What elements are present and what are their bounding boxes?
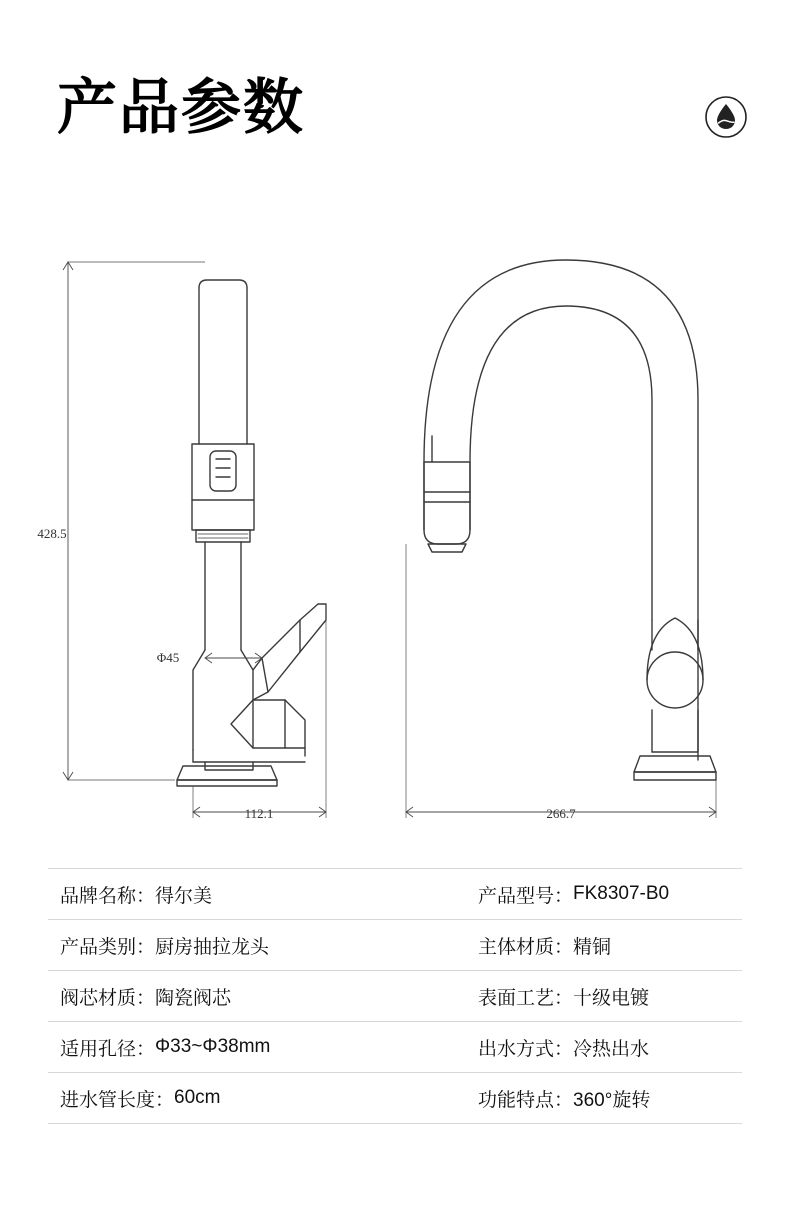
spec-cell-cartridge-material (48, 983, 468, 1010)
spec-value: 厨房抽拉龙头 (155, 936, 270, 958)
spec-label: 主体材质： (478, 936, 574, 958)
spec-value: 精铜 (573, 936, 612, 958)
table-row (48, 971, 742, 1022)
spec-label: 出水方式： (478, 1038, 574, 1060)
spec-cell-brand (48, 881, 468, 908)
technical-drawing (0, 200, 790, 860)
table-row (48, 920, 742, 971)
spec-cell-hose-length (48, 1085, 468, 1112)
spec-value: Φ33~Φ38mm (155, 1036, 271, 1057)
spec-value: 陶瓷阀芯 (155, 987, 232, 1009)
spec-label: 表面工艺： (478, 987, 574, 1009)
page-header (0, 0, 790, 200)
table-row (48, 1022, 742, 1073)
spec-value: FK8307-B0 (573, 883, 670, 904)
spec-label: 进水管长度： (60, 1089, 175, 1111)
page-title: 产品参数 (57, 74, 305, 141)
spec-table (48, 868, 742, 1124)
spec-label: 阀芯材质： (60, 987, 156, 1009)
spec-cell-category (48, 932, 468, 959)
spec-label: 产品型号： (478, 885, 574, 907)
spec-cell-hole-diameter (48, 1034, 468, 1061)
spec-label: 适用孔径： (60, 1038, 156, 1060)
dim-height-label: 428.5 (37, 526, 67, 541)
spec-cell-features (468, 1085, 742, 1112)
dim-base-diameter-label: Φ45 (156, 650, 180, 665)
spec-cell-surface-finish (468, 983, 742, 1010)
spec-value: 冷热出水 (573, 1038, 650, 1060)
table-row (48, 1073, 742, 1124)
spec-value: 360°旋转 (573, 1089, 651, 1111)
spec-label: 产品类别： (60, 936, 156, 958)
spec-cell-model (468, 881, 742, 908)
spec-label: 功能特点： (478, 1089, 574, 1111)
table-row (48, 868, 742, 920)
dim-depth-label: 266.7 (546, 806, 576, 821)
dim-width-label: 112.1 (244, 806, 274, 821)
spec-cell-water-output (468, 1034, 742, 1061)
spec-value: 60cm (174, 1087, 221, 1108)
water-drop-icon (704, 95, 748, 139)
spec-label: 品牌名称： (60, 885, 156, 907)
spec-value: 得尔美 (155, 885, 213, 907)
spec-cell-body-material (468, 932, 742, 959)
spec-value: 十级电镀 (573, 987, 650, 1009)
